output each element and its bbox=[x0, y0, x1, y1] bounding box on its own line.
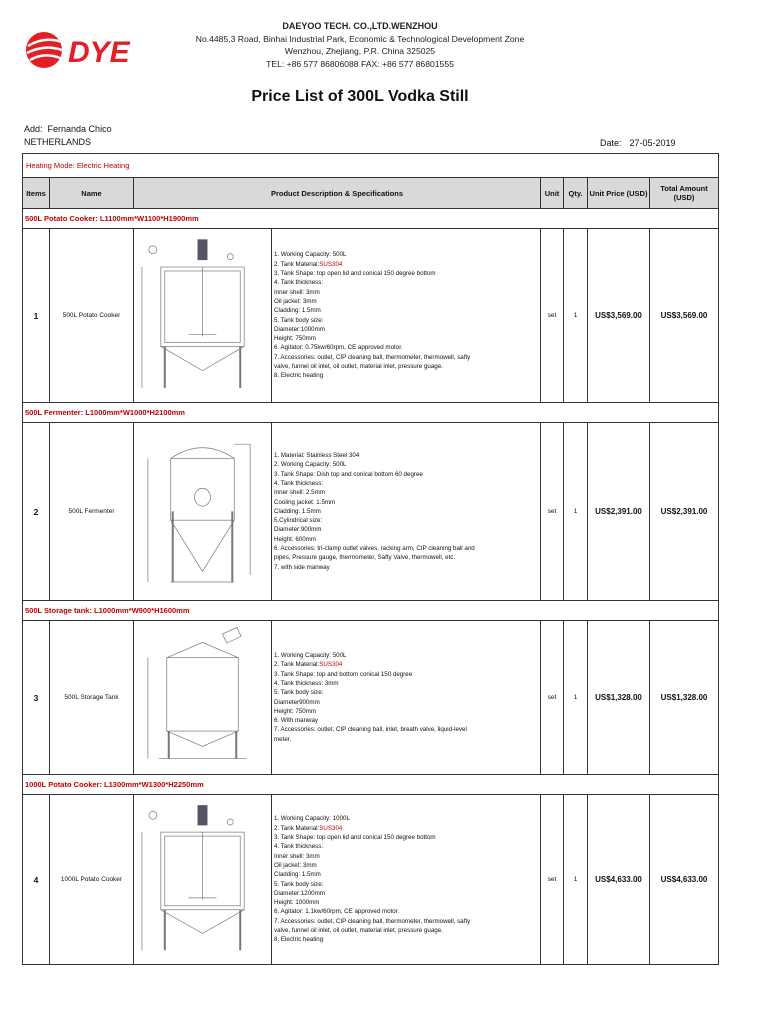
item-number: 4 bbox=[23, 795, 50, 965]
product-drawing-cell bbox=[134, 621, 272, 775]
product-row bbox=[23, 621, 719, 775]
total-amount-cell: US$3,569.00 bbox=[650, 229, 719, 403]
description-line: Inner shell: 2.5mm bbox=[274, 489, 325, 497]
product-description bbox=[272, 621, 541, 775]
company-header bbox=[160, 20, 560, 70]
description-line: 8. Electric heating bbox=[274, 372, 324, 380]
description-line: 3. Tank Shape: top open lid and conical 150 degree bottom bbox=[274, 270, 436, 278]
header-items: Items bbox=[23, 178, 50, 209]
unit-cell: set bbox=[541, 621, 564, 775]
price-table bbox=[22, 153, 719, 965]
section-title: 500L Storage tank: L1000mm*W900*H1600mm bbox=[23, 601, 719, 621]
description-line: 8. Electric heating bbox=[274, 936, 324, 944]
heating-mode: Heating Mode: Electric Heating bbox=[23, 154, 719, 178]
description-line: 3. Tank Shape: top open lid and conical 150 degree bottom bbox=[274, 834, 436, 842]
unit-price-cell: US$3,569.00 bbox=[588, 229, 650, 403]
description-line: 3. Tank Shape: top and bottom conical 150 degree bbox=[274, 670, 413, 678]
description-line: valve, funnel oil inlet, oil outlet, material inlet, pressure guage. bbox=[274, 362, 443, 370]
description-line: Height: 600mm bbox=[274, 535, 316, 543]
description-line: 2. Tank Material:SUS304 bbox=[274, 824, 343, 832]
section-title: 500L Potato Cooker: L1100mm*W1100*H1900mm bbox=[23, 209, 719, 229]
total-amount-cell: US$4,633.00 bbox=[650, 795, 719, 965]
description-line: 5. Tank body size: bbox=[274, 880, 324, 888]
description-line: meter. bbox=[274, 735, 292, 743]
add-label: Add: bbox=[24, 124, 43, 134]
technical-drawing bbox=[134, 621, 271, 774]
technical-drawing bbox=[134, 229, 271, 402]
section-row bbox=[23, 403, 719, 423]
header-unit: Unit bbox=[541, 178, 564, 209]
description-line: Inner shell: 3mm bbox=[274, 852, 320, 860]
customer-country: NETHERLANDS bbox=[24, 137, 92, 147]
description-line: 1. Working Capacity: 500L bbox=[274, 251, 347, 259]
description-line: 3. Tank Shape: Dish top and conical bottom 60 degree bbox=[274, 470, 423, 478]
company-address-2: Wenzhou, Zhejiang, P.R. China 325025 bbox=[284, 46, 436, 57]
section-row bbox=[23, 209, 719, 229]
description-line: 4. Tank thickness: bbox=[274, 479, 324, 487]
description-line: Height: 750mm bbox=[274, 707, 316, 715]
item-number: 1 bbox=[23, 229, 50, 403]
item-number: 2 bbox=[23, 423, 50, 601]
customer-name: Fernanda Chico bbox=[47, 124, 112, 134]
unit-cell: set bbox=[541, 423, 564, 601]
description-line: 2. Working Capacity: 500L bbox=[274, 461, 347, 469]
description-line: 5.Cylindrical size: bbox=[274, 517, 323, 525]
qty-cell: 1 bbox=[564, 423, 588, 601]
product-row bbox=[23, 423, 719, 601]
header-total: Total Amount (USD) bbox=[650, 178, 719, 209]
technical-drawing bbox=[134, 423, 271, 600]
qty-cell: 1 bbox=[564, 229, 588, 403]
unit-cell: set bbox=[541, 229, 564, 403]
description-line: 4. Tank thickness: bbox=[274, 279, 324, 287]
material-highlight: SUS304 bbox=[319, 661, 343, 669]
product-row bbox=[23, 795, 719, 965]
product-name: 500L Fermenter bbox=[50, 423, 134, 601]
description-line: Diameter:1000mm bbox=[274, 325, 325, 333]
description-line: Diameter900mm bbox=[274, 698, 320, 706]
description-line: 6. Agitator: 0.75kw/60rpm, CE approved motor. bbox=[274, 344, 403, 352]
section-title: 500L Fermenter: L1000mm*W1000*H2100mm bbox=[23, 403, 719, 423]
description-line: 2. Tank Material:SUS304 bbox=[274, 260, 343, 268]
company-address-1: No.4485,3 Road, Binhai Industrial Park, Economic & Technological Development Zone bbox=[195, 33, 525, 44]
description-line: 6. Accessories: tri-clamp outlet valves, racking arm, CIP cleaning ball and bbox=[274, 545, 475, 553]
header-qty: Qty. bbox=[564, 178, 588, 209]
material-highlight: SUS304 bbox=[319, 824, 343, 832]
unit-price-cell: US$2,391.00 bbox=[588, 423, 650, 601]
description-line: Cooling jacket: 1.5mm bbox=[274, 498, 336, 506]
description-line: Height: 750mm bbox=[274, 335, 316, 343]
section-title: 1000L Potato Cooker: L1300mm*W1300*H2250mm bbox=[23, 775, 719, 795]
product-row bbox=[23, 229, 719, 403]
date-block bbox=[600, 138, 676, 148]
header-row bbox=[23, 178, 719, 209]
material-highlight: SUS304 bbox=[319, 260, 343, 268]
company-logo bbox=[22, 28, 162, 74]
description-line: Height: 1000mm bbox=[274, 899, 320, 907]
unit-price-cell: US$1,328.00 bbox=[588, 621, 650, 775]
description-line: valve, funnel oil inlet, oil outlet, material inlet, pressure guage. bbox=[274, 926, 443, 934]
unit-cell: set bbox=[541, 795, 564, 965]
product-description bbox=[272, 229, 541, 403]
document-title: Price List of 300L Vodka Still bbox=[251, 88, 469, 105]
product-name: 500L Potato Cooker bbox=[50, 229, 134, 403]
description-line: Cladding: 1.5mm bbox=[274, 307, 321, 315]
description-line: 4. Tank thickness: bbox=[274, 843, 324, 851]
description-line: Oil jacket: 3mm bbox=[274, 861, 317, 869]
description-line: Diameter:900mm bbox=[274, 526, 322, 534]
total-amount-cell: US$1,328.00 bbox=[650, 621, 719, 775]
header-description: Product Description & Specifications bbox=[134, 178, 541, 209]
heating-mode-row bbox=[23, 154, 719, 178]
product-name: 500L Storage Tank bbox=[50, 621, 134, 775]
qty-cell: 1 bbox=[564, 795, 588, 965]
description-line: Cladding: 1.5mm bbox=[274, 871, 321, 879]
description-line: 6. With manway bbox=[274, 717, 319, 725]
product-description bbox=[272, 423, 541, 601]
product-drawing-cell bbox=[134, 229, 272, 403]
item-number: 3 bbox=[23, 621, 50, 775]
section-row bbox=[23, 601, 719, 621]
description-line: Oil jacket: 3mm bbox=[274, 297, 317, 305]
technical-drawing bbox=[134, 795, 271, 964]
qty-cell: 1 bbox=[564, 621, 588, 775]
product-drawing-cell bbox=[134, 795, 272, 965]
company-contact: TEL: +86 577 86806088 FAX: +86 577 86801555 bbox=[266, 58, 454, 69]
date-label: Date: bbox=[600, 138, 622, 148]
description-line: 5. Tank body size: bbox=[274, 316, 324, 324]
product-name: 1000L Potato Cooker bbox=[50, 795, 134, 965]
logo-text: DYE bbox=[68, 36, 130, 69]
product-description bbox=[272, 795, 541, 965]
unit-price-cell: US$4,633.00 bbox=[588, 795, 650, 965]
description-line: Cladding: 1.5mm bbox=[274, 507, 321, 515]
description-line: 1. Working Capacity: 500L bbox=[274, 652, 347, 660]
description-line: 6. Agitator: 1.1kw/60rpm, CE approved motor. bbox=[274, 908, 400, 916]
description-line: 4. Tank thickness: 3mm bbox=[274, 679, 339, 687]
date-value: 27-05-2019 bbox=[629, 138, 676, 148]
total-amount-cell: US$2,391.00 bbox=[650, 423, 719, 601]
description-line: Diameter:1200mm bbox=[274, 889, 325, 897]
description-line: Inner shell: 3mm bbox=[274, 288, 320, 296]
description-line: 1. Working Capacity: 1000L bbox=[274, 815, 350, 823]
description-line: 7. Accessories: outlet, CIP cleaning ball, inlet, breath valve, liquid-level bbox=[274, 726, 467, 734]
description-line: pipes, Pressure gauge, thermometer, Safty Valve, thermowell, etc. bbox=[274, 554, 456, 562]
description-line: 7. Accessories: outlet, CIP cleaning ball, thermometer, thermowell, safty bbox=[274, 353, 471, 361]
section-row bbox=[23, 775, 719, 795]
description-line: 5. Tank body size: bbox=[274, 689, 324, 697]
company-name: DAEYOO TECH. CO.,LTD.WENZHOU bbox=[282, 21, 438, 31]
header-name: Name bbox=[50, 178, 134, 209]
description-line: 1. Material: Stainless Steel 304 bbox=[274, 452, 360, 460]
header-unit-price: Unit Price (USD) bbox=[588, 178, 650, 209]
product-drawing-cell bbox=[134, 423, 272, 601]
description-line: 7. with side manway bbox=[274, 563, 330, 571]
description-line: 7. Accessories: outlet, CIP cleaning ball, thermometer, thermowell, safty bbox=[274, 917, 471, 925]
description-line: 2. Tank Material:SUS304 bbox=[274, 661, 343, 669]
customer-address bbox=[24, 123, 112, 149]
